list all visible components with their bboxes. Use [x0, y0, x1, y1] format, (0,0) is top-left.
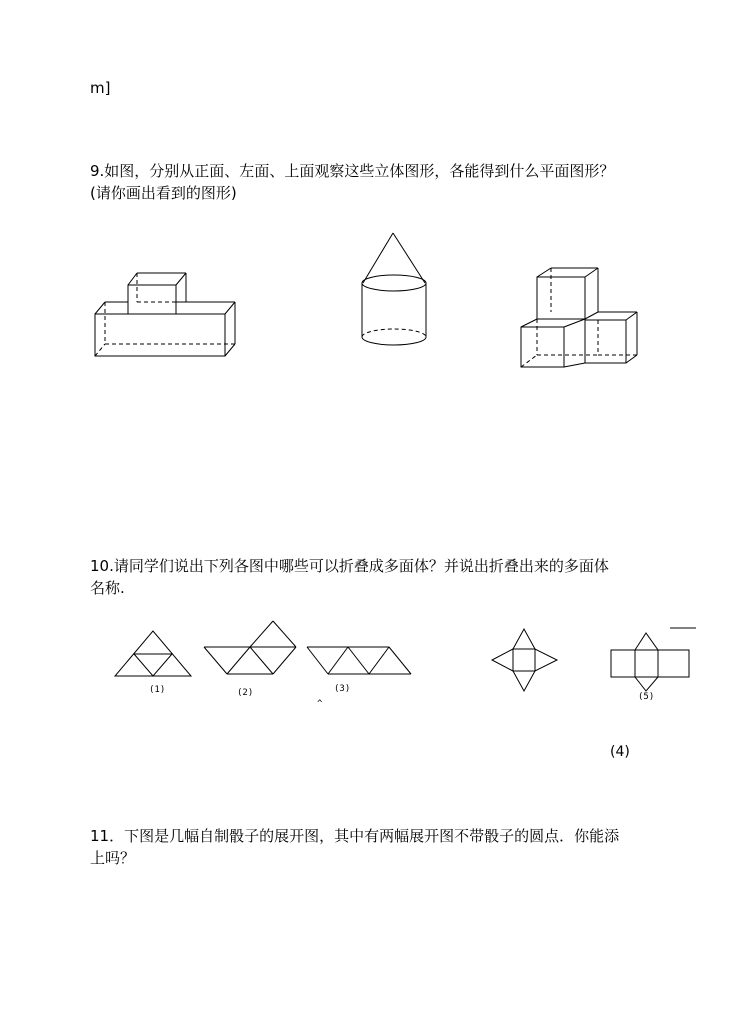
q9-line1: 9.如图，分别从正面、左面、上面观察这些立体图形，各能得到什么平面图形？: [90, 162, 615, 180]
net-label-1: (1): [149, 685, 166, 695]
text-fragment: m]: [90, 79, 111, 97]
q9-line2: (请你画出看到的图形): [90, 184, 237, 202]
net-4-figure: [492, 629, 557, 691]
net-label-2: (2): [237, 688, 254, 698]
net-1-figure: [115, 631, 191, 676]
q10-line2: 名称.: [90, 579, 125, 597]
q11-line2: 上吗？: [90, 849, 136, 867]
net-label-5: (5): [638, 692, 655, 702]
net-label-3: (3): [334, 684, 351, 694]
q10-line1: 10.请同学们说出下列各图中哪些可以折叠成多面体？并说出折叠出来的多面体: [90, 557, 609, 575]
q11-line1: 11．下图是几幅自制骰子的展开图，其中有两幅展开图不带骰子的圆点．你能添: [90, 827, 620, 845]
net-3-figure: [307, 647, 411, 674]
net-label-4: (4): [610, 744, 630, 760]
caret-mark: ^: [317, 699, 323, 709]
net-2-figure: [204, 621, 296, 674]
net-5-figure: [611, 628, 696, 691]
